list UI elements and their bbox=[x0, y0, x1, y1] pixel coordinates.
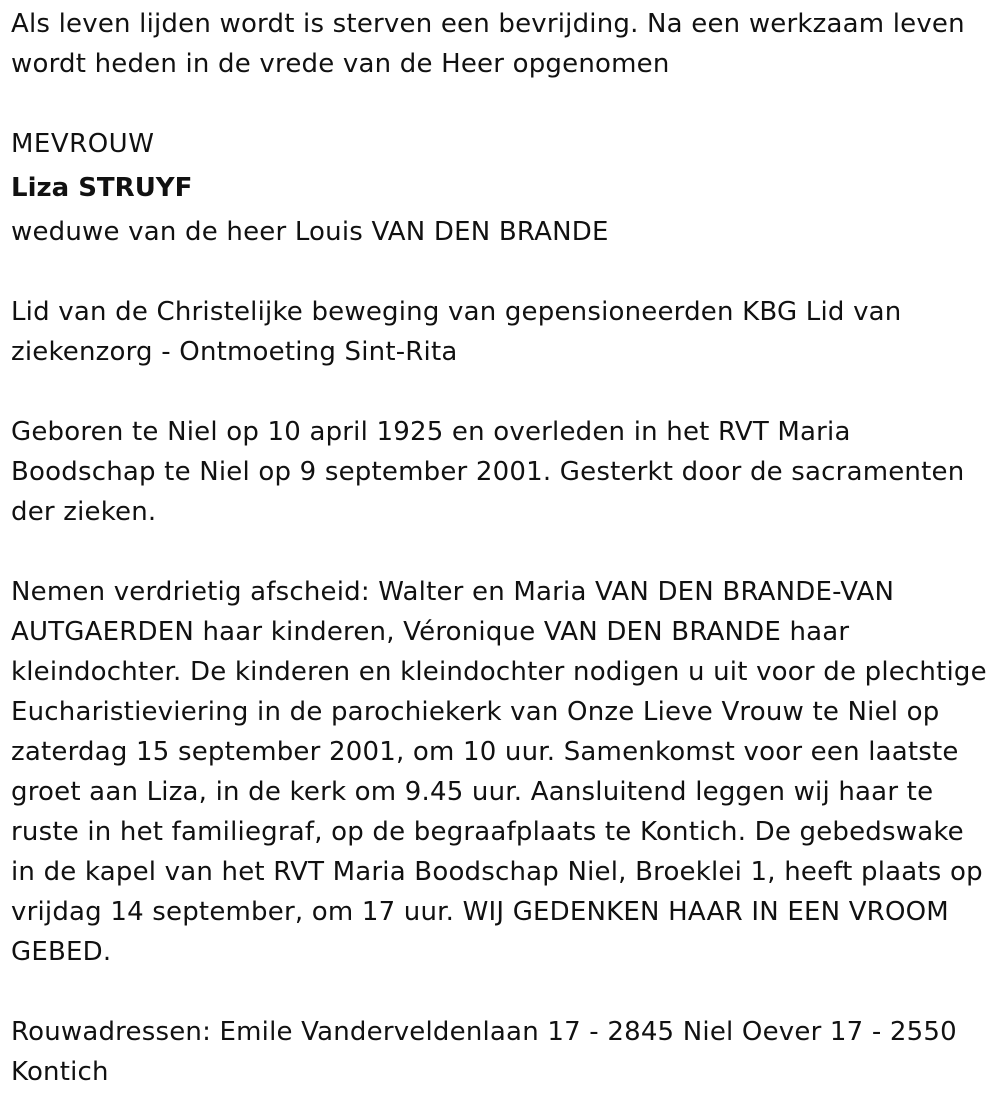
addresses-text: Rouwadressen: Emile Vanderveldenlaan 17 - 2845 Niel Oever 17 - 2550 Kontich bbox=[11, 1017, 957, 1087]
farewell-text: Nemen verdrietig afscheid: Walter en Maria VAN DEN BRANDE-VAN AUTGAERDEN haar kinderen, Véronique VAN DEN BRANDE haar kleindochter. De kinderen en kleindochter nodigen u uit voor de plechtige Eucharistieviering in de parochiekerk van Onze Lieve Vrouw te Niel op zaterdag 15 september 2001, om 10 uur. Samenkomst voor een laatste groet aan Liza, in de kerk om 9.45 uur. Aansluitend leggen wij haar te ruste in het familiegraf, op de begraafplaats te Kontich. De gebedswake in de kapel van het RVT Maria Boodschap Niel, Broeklei 1, heeft plaats op vrijdag 14 september, om 17 uur. WIJ GEDENKEN HAAR IN EEN VROOM GEBED. bbox=[11, 577, 987, 967]
spacer bbox=[11, 84, 992, 124]
birth-death-text: Geboren te Niel op 10 april 1925 en overleden in het RVT Maria Boodschap te Niel op 9 september 2001. Gesterkt door de sacramenten der zieken. bbox=[11, 417, 965, 527]
spacer bbox=[11, 372, 992, 412]
spacer bbox=[11, 252, 992, 292]
membership-text: Lid van de Christelijke beweging van gepensioneerden KBG Lid van ziekenzorg - Ontmoeting Sint-Rita bbox=[11, 297, 902, 367]
widow-of-text: weduwe van de heer Louis VAN DEN BRANDE bbox=[11, 217, 609, 247]
honorific-title: MEVROUW bbox=[11, 129, 155, 159]
spacer bbox=[11, 532, 992, 572]
intro-text: Als leven lijden wordt is sterven een bevrijding. Na een werkzaam leven wordt heden in de vrede van de Heer opgenomen bbox=[11, 9, 965, 79]
spacer bbox=[11, 972, 992, 1012]
deceased-name: Liza STRUYF bbox=[11, 173, 193, 203]
